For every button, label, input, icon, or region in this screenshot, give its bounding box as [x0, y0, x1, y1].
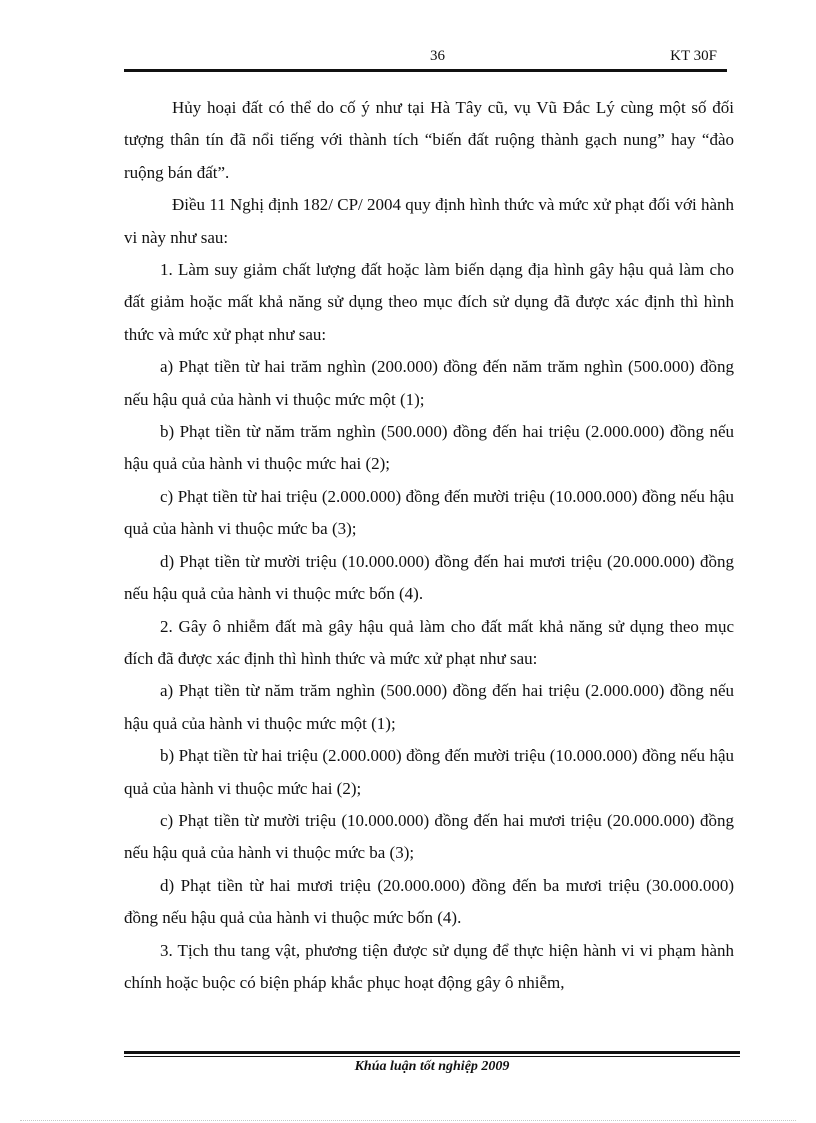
- page-edge-divider: [20, 1120, 796, 1121]
- document-body: [124, 92, 734, 999]
- list-item: d) Phạt tiền từ mười triệu (10.000.000) đồng đến hai mươi triệu (20.000.000) đồng nếu hậu quả của hành vi thuộc mức bốn (4).: [124, 551, 734, 604]
- paragraph: 3. Tịch thu tang vật, phương tiện được sử dụng để thực hiện hành vi vi phạm hành chính hoặc buộc có biện pháp khắc phục hoạt động gây ô nhiễm,: [124, 940, 734, 992]
- page-header: [124, 48, 727, 68]
- paragraph: Hủy hoại đất có thể do cố ý như tại Hà Tây cũ, vụ Vũ Đắc Lý cùng một số đối tượng thân tín đã nổi tiếng với thành tích “biến đất ruộng thành gạch nung” hay “đào ruộng bán đất”.: [124, 98, 734, 182]
- list-item: b) Phạt tiền từ hai triệu (2.000.000) đồng đến mười triệu (10.000.000) đồng nếu hậu quả của hành vi thuộc mức hai (2);: [124, 746, 734, 798]
- paragraph: 1. Làm suy giảm chất lượng đất hoặc làm biến dạng địa hình gây hậu quả làm cho đất giảm hoặc mất khả năng sử dụng theo mục đích sử dụng đã được xác định thì hình thức và mức xử phạt như sau:: [124, 260, 734, 344]
- header-rule: [124, 69, 727, 72]
- paragraph: 2. Gây ô nhiễm đất mà gây hậu quả làm cho đất mất khả năng sử dụng theo mục đích đã được xác định thì hình thức và mức xử phạt như sau:: [124, 616, 734, 668]
- footer-rule: [124, 1051, 740, 1054]
- footer-rule-thin: [124, 1056, 740, 1057]
- page-number: 36: [430, 48, 445, 64]
- footer-text: Khúa luận tốt nghiệp 2009: [354, 1059, 510, 1074]
- list-item: a) Phạt tiền từ hai trăm nghìn (200.000) đồng đến năm trăm nghìn (500.000) đồng nếu hậu quả của hành vi thuộc mức một (1);: [124, 357, 734, 409]
- list-item: c) Phạt tiền từ mười triệu (10.000.000) đồng đến hai mươi triệu (20.000.000) đồng nếu hậu quả của hành vi thuộc mức ba (3);: [124, 810, 734, 863]
- paragraph: Điều 11 Nghị định 182/ CP/ 2004 quy định hình thức và mức xử phạt đối với hành vi này như sau:: [124, 195, 734, 247]
- list-item: b) Phạt tiền từ năm trăm nghìn (500.000) đồng đến hai triệu (2.000.000) đồng nếu hậu quả của hành vi thuộc mức hai (2);: [124, 422, 734, 474]
- list-item: a) Phạt tiền từ năm trăm nghìn (500.000) đồng đến hai triệu (2.000.000) đồng nếu hậu quả của hành vi thuộc mức một (1);: [124, 681, 734, 733]
- list-item: d) Phạt tiền từ hai mươi triệu (20.000.000) đồng đến ba mươi triệu (30.000.000) đồng nếu hậu quả của hành vi thuộc mức bốn (4).: [124, 875, 734, 928]
- document-code: KT 30F: [670, 48, 717, 64]
- list-item: c) Phạt tiền từ hai triệu (2.000.000) đồng đến mười triệu (10.000.000) đồng nếu hậu quả của hành vi thuộc mức ba (3);: [124, 486, 734, 539]
